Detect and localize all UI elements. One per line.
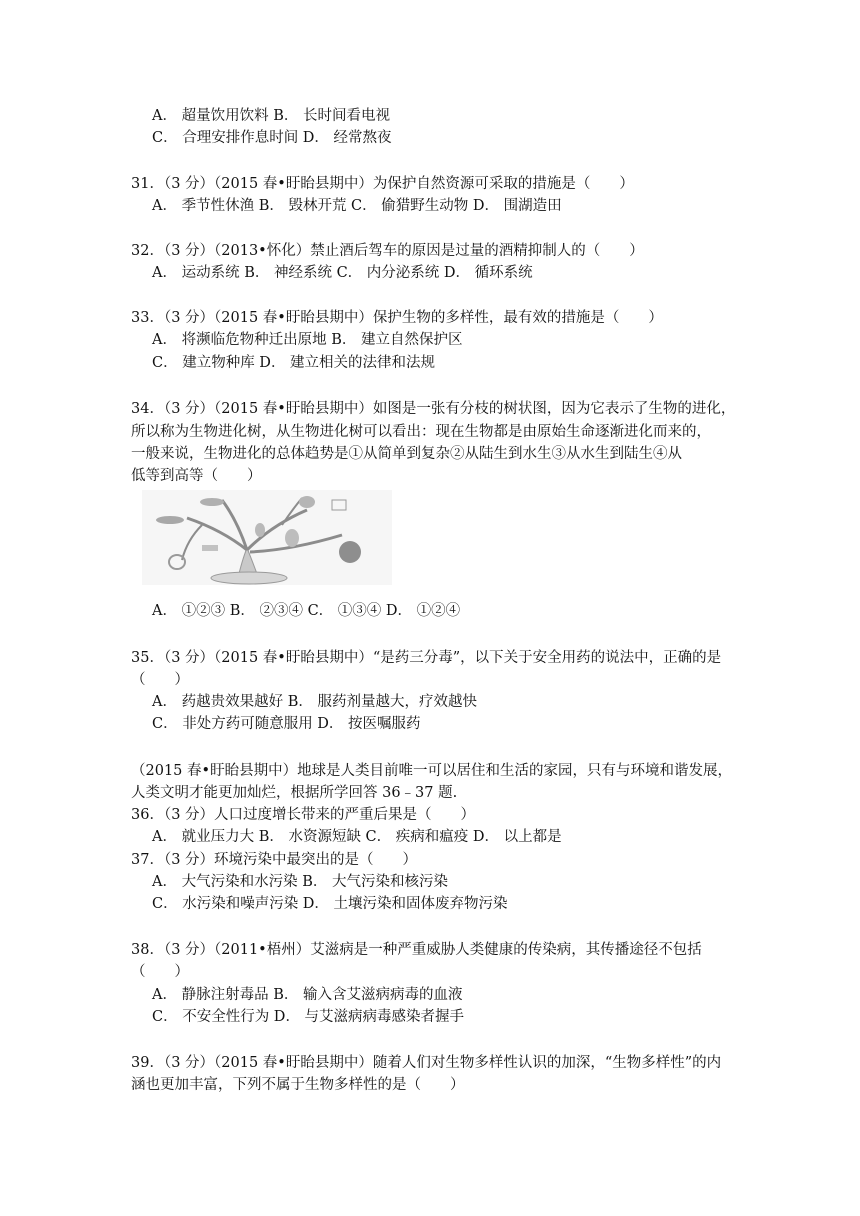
q35-options-row2: C． 非处方药可随意服用 D． 按医嘱服药	[152, 716, 421, 732]
q35-options-row1: A． 药越贵效果越好 B． 服药剂量越大，疗效越快	[152, 694, 477, 710]
q34-line3: 一般来说，生物进化的总体趋势是①从简单到复杂②从陆生到水生③从水生到陆生④从	[131, 446, 682, 462]
q39-line2: 涵也更加丰富，下列不属于生物多样性的是（ ）	[131, 1077, 465, 1093]
q30-options-row2: C． 合理安排作息时间 D． 经常熬夜	[152, 130, 392, 146]
q35-line1: 35．（3 分）（2015 春•盱眙县期中）“是药三分毒”，以下关于安全用药的说法中，正确的是	[131, 650, 722, 666]
q38-line1: 38．（3 分）（2011•梧州）艾滋病是一种严重威胁人类健康的传染病，其传播途径不包括	[131, 942, 702, 958]
q34-options: A． ①②③ B． ②③④ C． ①③④ D． ①②④	[152, 603, 461, 619]
q38-line2: （ ）	[131, 964, 189, 980]
q36-stem: 36．（3 分）人口过度增长带来的严重后果是（ ）	[131, 807, 476, 823]
q34-line4: 低等到高等（ ）	[131, 468, 262, 484]
q38-options-row1: A． 静脉注射毒品 B． 输入含艾滋病病毒的血液	[152, 987, 463, 1003]
q32-stem: 32．（3 分）（2013•怀化）禁止酒后驾车的原因是过量的酒精抑制人的（ ）	[131, 243, 644, 259]
q39-line1: 39．（3 分）（2015 春•盱眙县期中）随着人们对生物多样性认识的加深，“生物多样性”的内	[131, 1055, 722, 1071]
evolution-tree-image	[142, 490, 392, 585]
q33-options-row1: A． 将濒临危物种迁出原地 B． 建立自然保护区	[152, 332, 463, 348]
q37-options-row2: C． 水污染和噪声污染 D． 土壤污染和固体废弃物污染	[152, 896, 508, 912]
q37-options-row1: A． 大气污染和水污染 B． 大气污染和核污染	[152, 874, 448, 890]
q37-stem: 37．（3 分）环境污染中最突出的是（ ）	[131, 852, 418, 868]
q31-options: A． 季节性休渔 B． 毁林开荒 C． 偷猎野生动物 D． 围湖造田	[152, 198, 562, 214]
intro-line2: 人类文明才能更加灿烂，根据所学回答 36﹣37 题.	[131, 785, 458, 801]
q36-options: A． 就业压力大 B． 水资源短缺 C． 疾病和瘟疫 D． 以上都是	[152, 829, 562, 845]
q34-line2: 所以称为生物进化树，从生物进化树可以看出：现在生物都是由原始生命逐渐进化而来的，	[131, 424, 711, 440]
q33-stem: 33．（3 分）（2015 春•盱眙县期中）保护生物的多样性，最有效的措施是（ ）	[131, 310, 663, 326]
q33-options-row2: C． 建立物种库 D． 建立相关的法律和法规	[152, 355, 436, 371]
q30-options-row1: A． 超量饮用饮料 B． 长时间看电视	[152, 108, 390, 124]
q38-options-row2: C． 不安全性行为 D． 与艾滋病病毒感染者握手	[152, 1009, 465, 1025]
q31-stem: 31．（3 分）（2015 春•盱眙县期中）为保护自然资源可采取的措施是（ ）	[131, 176, 634, 192]
q32-options: A． 运动系统 B． 神经系统 C． 内分泌系统 D． 循环系统	[152, 265, 533, 281]
q34-line1: 34．（3 分）（2015 春•盱眙县期中）如图是一张有分枝的树状图，因为它表示了生物的进化，	[131, 401, 736, 417]
intro-line1: （2015 春•盱眙县期中）地球是人类目前唯一可以居住和生活的家园，只有与环境和谐发展，	[131, 763, 733, 779]
evolution-tree-figure	[142, 490, 392, 585]
q35-line2: （ ）	[131, 672, 189, 688]
